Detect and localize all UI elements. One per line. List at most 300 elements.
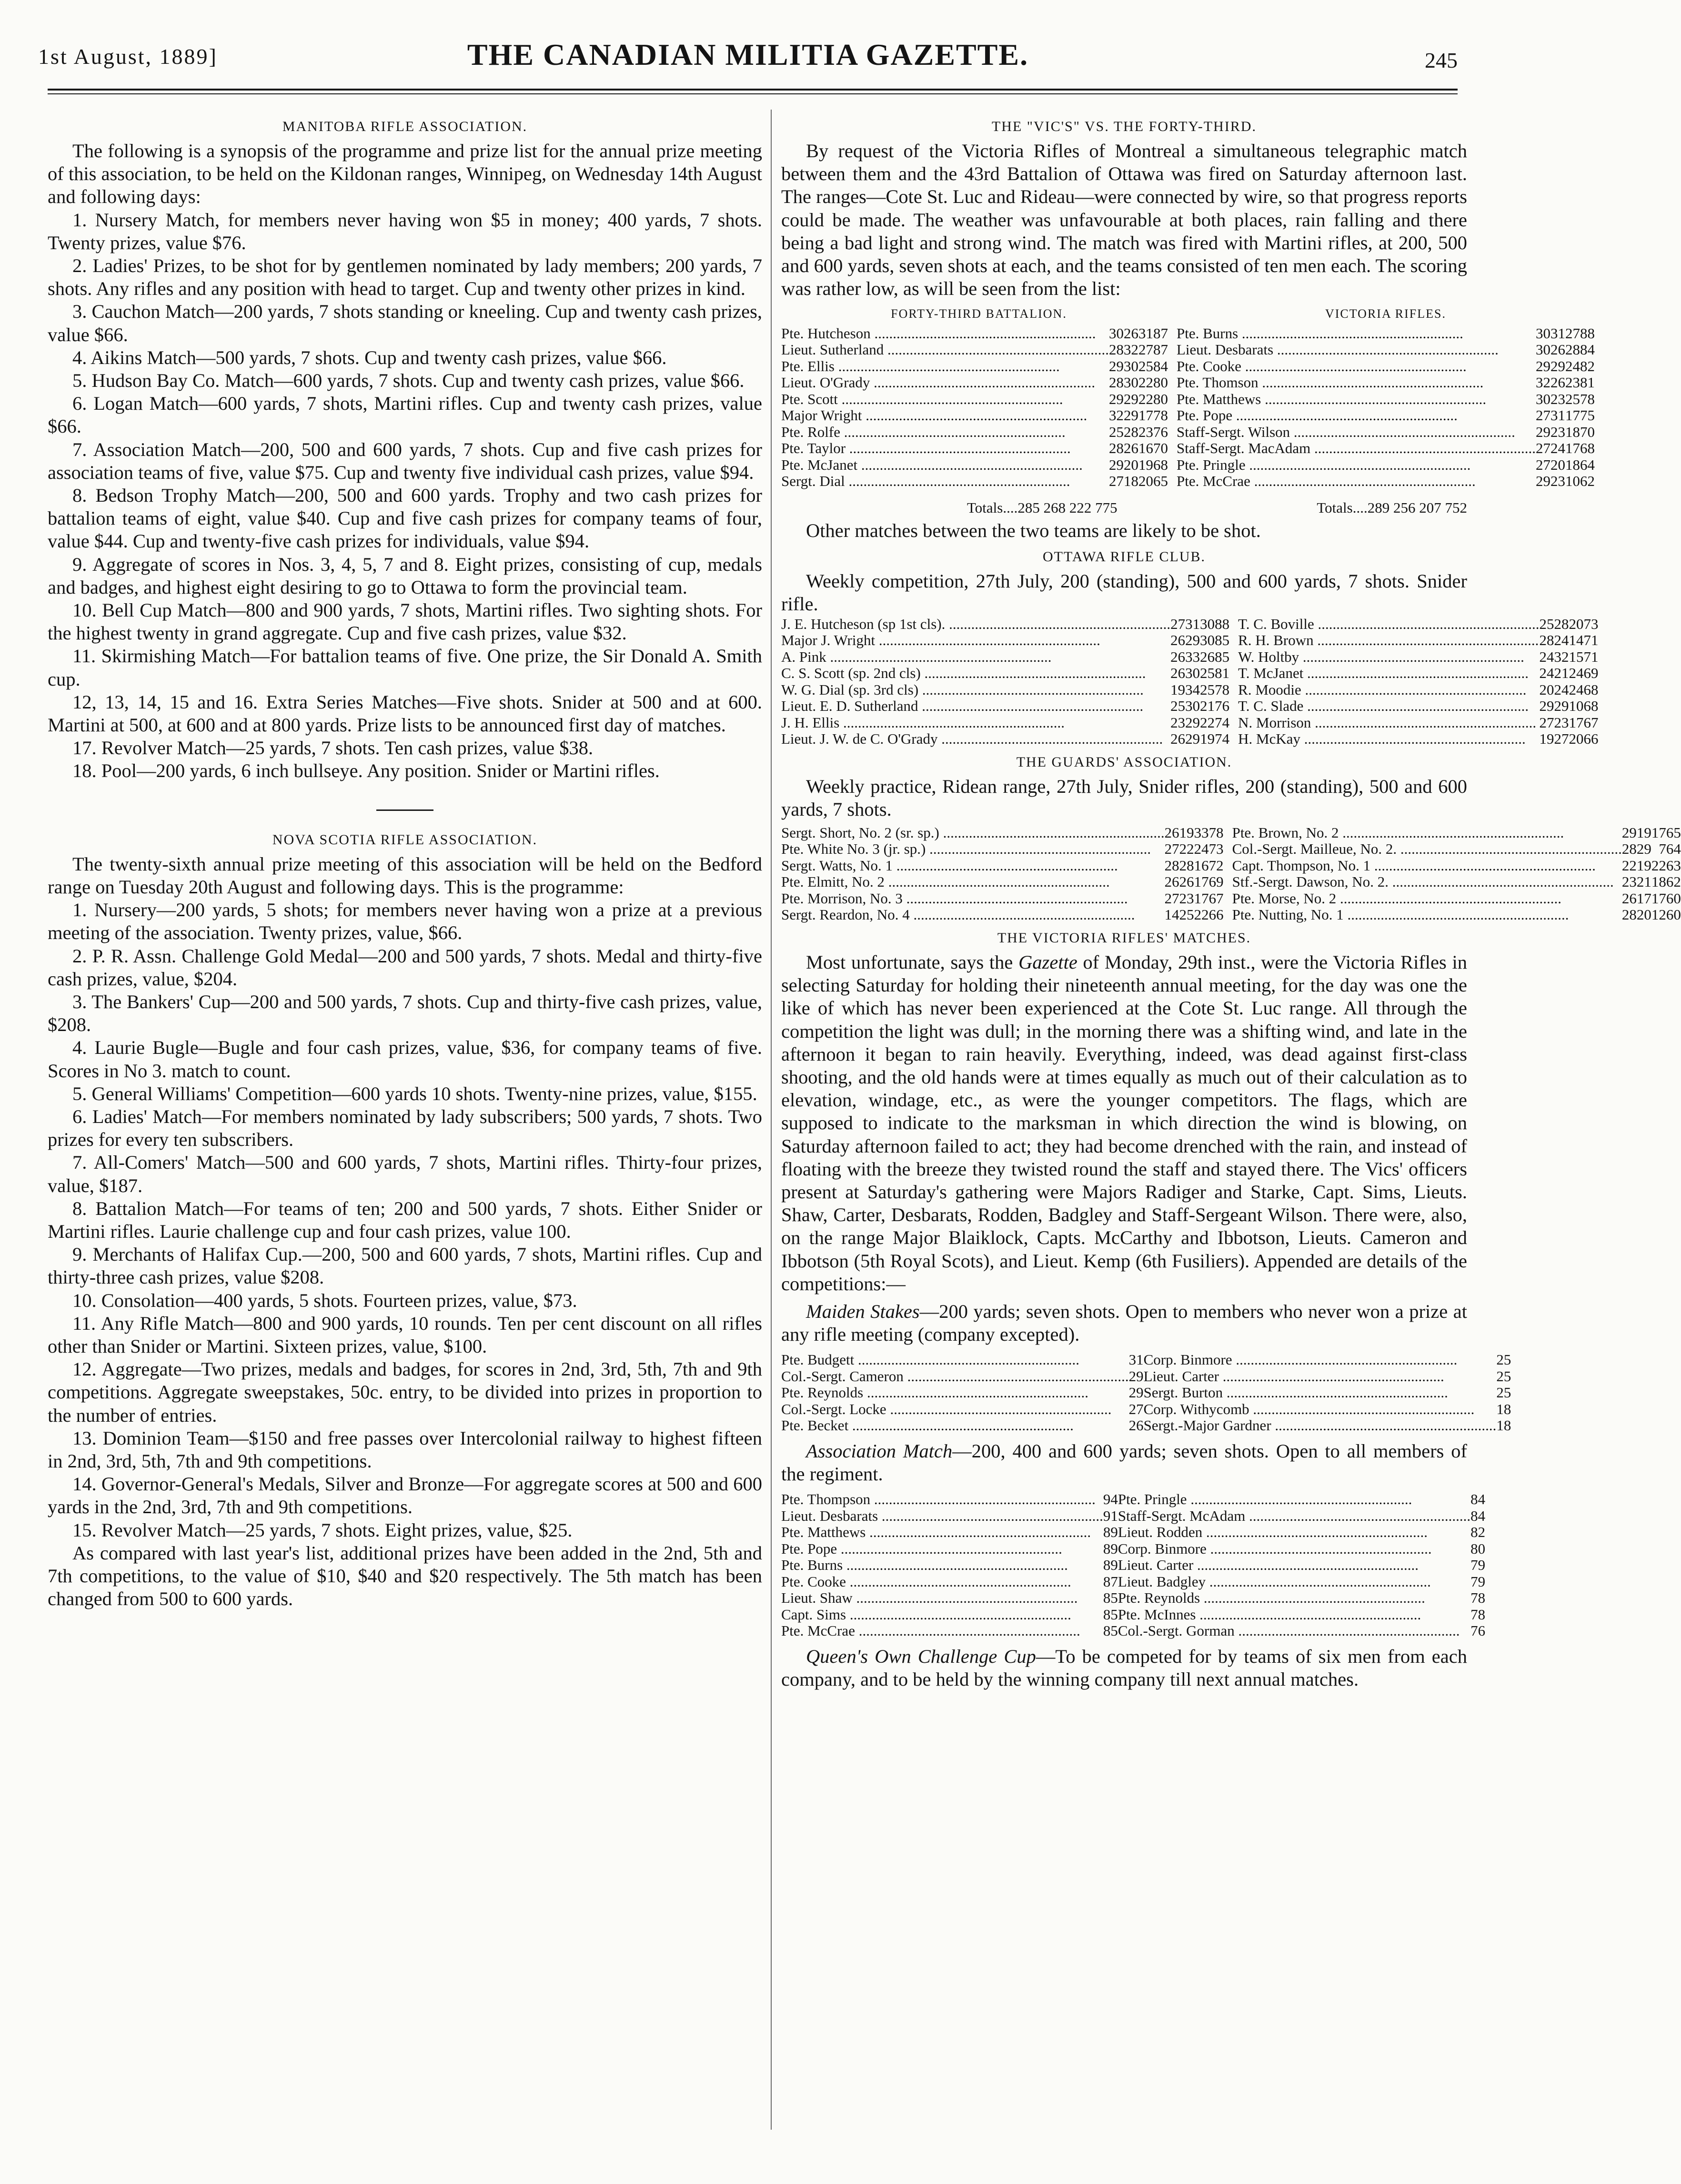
- score-cell: 73: [1583, 615, 1599, 632]
- score-cell: 30: [1535, 341, 1550, 358]
- score-cell: 23: [1179, 890, 1194, 907]
- score-cell: 26: [1200, 648, 1215, 665]
- score-cell: 74: [1215, 730, 1230, 748]
- table-row: [781, 391, 1595, 408]
- score-cell: 29: [1535, 423, 1550, 440]
- score-cell: 80: [1470, 1540, 1486, 1557]
- score-cell: 87: [1103, 1573, 1118, 1590]
- score-cell: 29: [1185, 730, 1200, 748]
- maiden-stakes-intro: [781, 1300, 1467, 1346]
- body-text: Most unfortunate, says the: [806, 951, 1019, 973]
- score-cell: 85: [1103, 1606, 1118, 1623]
- competitor-name: Sergt. Dial ............................................................: [781, 473, 1070, 490]
- competitor-name: Lieut. Desbarats ............................................................: [781, 1507, 1103, 1524]
- score-cell: 31: [1185, 615, 1200, 632]
- score-cell: 29: [1123, 390, 1138, 407]
- masthead: [38, 33, 1458, 86]
- guards-heading: THE GUARDS' ASSOCIATION.: [1016, 754, 1232, 770]
- ottawa-intro: Weekly competition, 27th July, 200 (standing), 500 and 600 yards, 7 shots. Snider rifle.: [781, 570, 1467, 615]
- score-cell: 28: [1539, 632, 1554, 649]
- nova-scotia-heading: NOVA SCOTIA RIFLE ASSOCIATION.: [272, 831, 538, 848]
- table-row: [781, 665, 1599, 682]
- score-cell: 31: [1138, 324, 1153, 342]
- table-row: [781, 424, 1595, 441]
- score-cell: 27: [1539, 714, 1554, 731]
- ottawa-heading: OTTAWA RIFLE CLUB.: [1042, 549, 1206, 565]
- score-cell: 28: [1565, 341, 1580, 358]
- paragraph: 2. Ladies' Prizes, to be shot for by gentlemen nominated by lady members; 200 yards, 7 shots. Any rifles and any position with head to target. Cup and twenty other prizes in kind.: [48, 255, 762, 300]
- paragraph: 18. Pool—200 yards, 6 inch bullseye. Any position. Snider or Martini rifles.: [72, 760, 660, 782]
- score-cell: 21: [1200, 698, 1215, 715]
- score-cell: 29: [1123, 407, 1138, 424]
- score-cell: 31: [1550, 324, 1565, 342]
- score-cell: 23: [1550, 423, 1565, 440]
- score-cell: 30: [1200, 615, 1215, 632]
- score-cell: 28: [1108, 341, 1124, 358]
- score-cell: 26: [1170, 730, 1186, 748]
- table-row: [781, 874, 1681, 890]
- score-cell: 26: [1128, 1417, 1144, 1434]
- competitor-name: Pte. Taylor ............................................................: [781, 440, 1071, 457]
- competitor-name: Sergt. Reardon, No. 4 ............................................................: [781, 906, 1135, 923]
- score-cell: 32: [1535, 374, 1550, 391]
- paragraph: 5. Hudson Bay Co. Match—600 yards, 7 shots. Cup and twenty cash prizes, value $66.: [72, 370, 745, 392]
- score-cell: 30: [1123, 374, 1138, 391]
- score-cell: 23: [1565, 374, 1580, 391]
- paragraph: 3. Cauchon Match—200 yards, 7 shots standing or kneeling. Cup and twenty cash prizes, value $66.: [48, 301, 762, 345]
- score-cell: 22: [1651, 857, 1666, 874]
- competitor-name: Pte. Reynolds ............................................................: [781, 1384, 1088, 1401]
- paragraph: 14. Governor-General's Medals, Silver and Bronze—For aggregate scores at 500 and 600 yards in the 2nd, 3rd, 7th and 9th competitions.: [48, 1473, 762, 1518]
- table-row: [781, 1417, 1511, 1434]
- competitor-name: Pte. Ellis ............................................................: [781, 357, 1060, 374]
- competitor-name: Staff-Sergt. MacAdam ............................................................: [1176, 440, 1536, 457]
- score-cell: 71: [1583, 648, 1599, 665]
- competitor-name: Lieut. Desbarats ............................................................: [1176, 341, 1499, 358]
- score-cell: 29: [1108, 456, 1124, 473]
- paragraph: 3. The Bankers' Cup—200 and 500 yards, 7 shots. Cup and thirty-five cash prizes, value, $208.: [48, 991, 762, 1036]
- competitor-name: Lieut. O'Grady ............................................................: [781, 374, 1096, 391]
- score-cell: 68: [1583, 681, 1599, 698]
- score-cell: 26: [1164, 824, 1179, 841]
- competitor-name: Corp. Withycomb ............................................................: [1143, 1400, 1475, 1417]
- score-cell: 22: [1138, 390, 1153, 407]
- score-cell: 31: [1128, 1351, 1144, 1368]
- score-cell: 67: [1208, 890, 1224, 907]
- score-cell: 17: [1565, 407, 1580, 424]
- score-cell: 30: [1108, 324, 1124, 342]
- table-row: [781, 1557, 1485, 1574]
- queens-cup-paragraph: [781, 1645, 1467, 1691]
- association-match-title: Association Match: [806, 1440, 953, 1462]
- score-cell: 63: [1666, 857, 1681, 874]
- score-cell: 25: [1170, 698, 1186, 715]
- score-cell: 25: [1565, 390, 1580, 407]
- score-cell: 19: [1179, 824, 1194, 841]
- association-match-table: [781, 1491, 1485, 1639]
- score-cell: 10: [1565, 473, 1580, 490]
- competitor-name: Col.-Sergt. Gorman ............................................................: [1117, 1622, 1460, 1639]
- competitor-name: Pte. Thomson ............................................................: [1176, 374, 1484, 391]
- score-cell: 16: [1138, 440, 1153, 457]
- table-row: [781, 1508, 1485, 1525]
- guards-score-table: [781, 825, 1681, 923]
- vics-totals: [781, 499, 1467, 516]
- table-row: [781, 1607, 1485, 1623]
- score-cell: 24: [1539, 665, 1554, 682]
- score-cell: 64: [1580, 456, 1595, 473]
- competitor-name: T. McJanet ............................................................: [1238, 665, 1529, 682]
- competitor-name: Pte. Scott ............................................................: [781, 390, 1063, 407]
- competitor-name: Staff-Sergt. McAdam ............................................................: [1117, 1507, 1471, 1524]
- paragraph: 1. Nursery—200 yards, 5 shots; for members never having won a prize at a previous meeting of the association. Twenty prizes, value, $66.: [48, 899, 762, 944]
- score-cell: 80: [1153, 390, 1168, 407]
- score-cell: 19: [1200, 730, 1215, 748]
- score-cell: 26: [1621, 890, 1637, 907]
- paragraph: 10. Bell Cup Match—800 and 900 yards, 7 shots, Martini rifles. Two sighting shots. For the highest twenty in grand aggregate. Cup and five cash prizes, value $32.: [48, 599, 762, 644]
- score-cell: 78: [1215, 681, 1230, 698]
- score-cell: 27: [1138, 341, 1153, 358]
- score-cell: 28: [1621, 840, 1637, 858]
- masthead-rule-thin: [48, 93, 1458, 94]
- competitor-name: Pte. Morse, No. 2 ............................................................: [1232, 890, 1562, 907]
- score-cell: 24: [1194, 840, 1209, 858]
- score-cell: 28: [1554, 615, 1569, 632]
- paragraph: 9. Merchants of Halifax Cup.—200, 500 and 600 yards, 7 shots, Martini rifles. Cup and thirty-three cash prizes, value $208.: [48, 1244, 762, 1288]
- score-cell: 60: [1666, 906, 1681, 923]
- score-cell: 87: [1153, 341, 1168, 358]
- competitor-name: Pte. Nutting, No. 1 ............................................................: [1232, 906, 1569, 923]
- competitor-name: Pte. Brown, No. 2 ............................................................: [1232, 824, 1564, 841]
- score-cell: 20: [1123, 456, 1138, 473]
- score-cell: 30: [1185, 698, 1200, 715]
- competitor-name: C. S. Scott (sp. 2nd cls) ............................................................: [781, 665, 1146, 682]
- paragraph: 4. Aikins Match—500 yards, 7 shots. Cup and twenty cash prizes, value $66.: [72, 346, 667, 368]
- table-row: [781, 440, 1595, 457]
- score-cell: 26: [1179, 873, 1194, 890]
- victoria-matches-body: [781, 951, 1467, 1295]
- score-cell: 24: [1569, 681, 1584, 698]
- competitor-name: Pte. McInnes ............................................................: [1117, 1606, 1421, 1623]
- competitor-name: Lieut. Sutherland ............................................................: [781, 341, 1109, 358]
- score-cell: 17: [1565, 440, 1580, 457]
- score-cell: 25: [1496, 1351, 1511, 1368]
- score-cell: 30: [1535, 390, 1550, 407]
- score-cell: 68: [1153, 456, 1168, 473]
- queens-cup-title: Queen's Own Challenge Cup: [806, 1645, 1036, 1667]
- score-cell: 18: [1651, 873, 1666, 890]
- score-cell: 22: [1194, 906, 1209, 923]
- score-cell: 30: [1123, 357, 1138, 374]
- score-cell: 21: [1636, 873, 1651, 890]
- paragraph: 6. Logan Match—600 yards, 7 shots, Martini rifles. Cup and twenty cash prizes, value $66.: [48, 393, 762, 437]
- issue-date: 1st August, 1889]: [38, 44, 218, 69]
- score-cell: 26: [1170, 632, 1186, 649]
- competitor-name: R. Moodie ............................................................: [1238, 681, 1527, 698]
- competitor-name: Stf.-Sergt. Dawson, No. 2. ............................................................: [1232, 873, 1614, 890]
- score-cell: 20: [1550, 456, 1565, 473]
- score-cell: 30: [1535, 324, 1550, 342]
- score-cell: 81: [1580, 374, 1595, 391]
- ottawa-score-table: [781, 616, 1599, 748]
- score-cell: 21: [1554, 665, 1569, 682]
- score-cell: 27: [1108, 473, 1124, 490]
- score-cell: 32: [1123, 341, 1138, 358]
- competitor-name: Capt. Sims ............................................................: [781, 1606, 1071, 1623]
- competitor-name: Col.-Sergt. Cameron ............................................................: [781, 1367, 1129, 1385]
- score-cell: 18: [1565, 423, 1580, 440]
- score-cell: 65: [1666, 824, 1681, 841]
- competitor-name: Pte. Cooke ............................................................: [781, 1573, 1071, 1590]
- table-row: [781, 325, 1595, 342]
- score-cell: 18: [1565, 456, 1580, 473]
- score-cell: 24: [1554, 632, 1569, 649]
- score-cell: 19: [1170, 681, 1186, 698]
- score-cell: 27: [1128, 1400, 1144, 1417]
- score-cell: 24: [1554, 681, 1569, 698]
- table-row: [781, 1623, 1485, 1639]
- table-row: [781, 858, 1681, 874]
- body-text: of Monday, 29th inst., were the Victoria Rifles in selecting Saturday for holding their nineteenth annual meeting, for the day was one the like of which has never been experienced at the Cote St. Luc range. All through the competition the light was dull; in the morning there was a shifting wind, and late in the afternoon it began to rain heavily. Everything, indeed, was dead against first-class shooting, and the old hands were at times equally as much out of their calculation as to elevation, windage, etc., as were the younger competitors. The flags, which are supposed to indicate to the marksman in which direction the wind is blowing, on Saturday afternoon failed to act; they had become drenched with the rain, and instead of floating with the breeze they twisted round the staff and stayed there. The Vics' officers present at Saturday's gathering were Majors Radiger and Starke, Capt. Sims, Lieuts. Shaw, Carter, Desbarats, Rodden, Badgley and Staff-Sergeant Wilson. There were, also, on the range Major Blaiklock, Capts. McCarthy and Ibbotson, Lieuts. Cameron and Ibbotson (5th Royal Scots), and Lieut. Kemp (6th Fusiliers). Appended are details of the competitions:—: [781, 951, 1467, 1294]
- score-cell: 25: [1200, 681, 1215, 698]
- score-cell: 29: [1108, 390, 1124, 407]
- paragraph: 13. Dominion Team—$150 and free passes over Intercolonial railway to highest fifteen in 2nd, 3rd, 5th, 7th and 9th competitions.: [48, 1427, 762, 1472]
- score-cell: 85: [1103, 1622, 1118, 1639]
- score-cell: 23: [1138, 423, 1153, 440]
- score-cell: 14: [1569, 632, 1584, 649]
- competitor-name: Sergt.-Major Gardner ............................................................: [1143, 1417, 1497, 1434]
- competitor-name: T. C. Boville ............................................................: [1238, 615, 1540, 632]
- score-cell: 64: [1666, 840, 1681, 858]
- manitoba-article: [48, 140, 762, 783]
- score-cell: 17: [1194, 873, 1209, 890]
- score-cell: 78: [1580, 390, 1595, 407]
- paragraph: The following is a synopsis of the programme and prize list for the annual prize meeting of this association, to be held on the Kildonan ranges, Winnipeg, on Wednesday 14th August and following days:: [48, 140, 762, 208]
- table-row: [781, 1491, 1485, 1508]
- score-cell: 71: [1583, 632, 1599, 649]
- score-cell: 17: [1636, 890, 1651, 907]
- score-cell: 23: [1554, 714, 1569, 731]
- paragraph: 17. Revolver Match—25 yards, 7 shots. Ten cash prizes, value $38.: [72, 737, 594, 759]
- score-cell: 26: [1164, 873, 1179, 890]
- score-cell: 68: [1583, 698, 1599, 715]
- score-cell: 31: [1550, 407, 1565, 424]
- maiden-stakes-text: —200 yards; seven shots. Open to members who never won a prize at any rifle meeting (company excepted).: [781, 1300, 1467, 1345]
- score-cell: 28: [1108, 374, 1124, 391]
- score-cell: 76: [1215, 698, 1230, 715]
- score-cell: 22: [1621, 857, 1637, 874]
- competitor-name: Lieut. J. W. de C. O'Grady ............................................................: [781, 730, 1163, 748]
- score-cell: 18: [1496, 1417, 1511, 1434]
- paragraph: 1. Nursery Match, for members never having won $5 in money; 400 yards, 7 shots. Twenty prizes, value $76.: [48, 209, 762, 253]
- score-cell: 60: [1666, 890, 1681, 907]
- table-row: [781, 649, 1599, 666]
- score-cell: 24: [1539, 648, 1554, 665]
- score-cell: 73: [1208, 840, 1224, 858]
- association-match-text: —200, 400 and 600 yards; seven shots. Open to all members of the regiment.: [781, 1440, 1467, 1485]
- score-cell: 69: [1208, 873, 1224, 890]
- score-cell: 75: [1580, 407, 1595, 424]
- score-cell: 81: [1215, 665, 1230, 682]
- table-row: [781, 890, 1681, 907]
- score-cell: 84: [1470, 1507, 1486, 1524]
- score-cell: 70: [1153, 440, 1168, 457]
- score-cell: 78: [1470, 1606, 1486, 1623]
- competitor-name: Sergt. Burton ............................................................: [1143, 1384, 1448, 1401]
- vics-score-table: [781, 303, 1595, 490]
- competitor-name: Pte. Thompson ............................................................: [781, 1491, 1096, 1508]
- competitor-name: Corp. Binmore ............................................................: [1143, 1351, 1458, 1368]
- score-cell: 28: [1123, 423, 1138, 440]
- vics-heading: THE "VIC'S" VS. THE FORTY-THIRD.: [991, 119, 1257, 134]
- score-cell: 29: [1185, 714, 1200, 731]
- score-cell: 29: [1554, 698, 1569, 715]
- score-cell: 28: [1179, 857, 1194, 874]
- score-cell: 22: [1200, 714, 1215, 731]
- score-cell: 17: [1569, 714, 1584, 731]
- table-row: [781, 473, 1595, 490]
- table-row: [781, 342, 1595, 358]
- score-cell: 16: [1194, 857, 1209, 874]
- score-cell: 25: [1539, 615, 1554, 632]
- score-cell: 29: [1185, 632, 1200, 649]
- competitor-name: Major J. Wright ............................................................: [781, 632, 1100, 649]
- vics-intro: By request of the Victoria Rifles of Montreal a simultaneous telegraphic match between them and the 43rd Battalion of Ottawa was fired on Saturday afternoon last. The ranges—Cote St. Luc and Rideau—were connected by wire, so that progress reports could be made. The weather was unfavourable at both places, rain falling and there being a bad light and strong wind. The match was fired with Martini rifles, at 200, 500 and 600 yards, seven shots at each, and the teams consisted of ten men each. The scoring was rather low, as will be seen from the list:: [781, 140, 1467, 300]
- score-cell: 29: [1621, 824, 1637, 841]
- table-row: [781, 1590, 1485, 1607]
- competitor-name: Lieut. Carter ............................................................: [1143, 1367, 1444, 1385]
- score-cell: 22: [1179, 840, 1194, 858]
- competitor-name: Pte. Reynolds ............................................................: [1117, 1589, 1425, 1607]
- score-cell: 26: [1123, 324, 1138, 342]
- score-cell: 69: [1583, 665, 1599, 682]
- paragraph: 12, 13, 14, 15 and 16. Extra Series Matches—Five shots. Snider at 500 and at 600. Martini at 500, at 600 and at 800 yards. Prize lists to be announced first day of matches.: [48, 691, 762, 736]
- competitor-name: Lieut. Rodden ............................................................: [1117, 1524, 1428, 1541]
- score-cell: 89: [1103, 1524, 1118, 1541]
- table-row: [781, 632, 1599, 649]
- score-cell: 87: [1153, 324, 1168, 342]
- left-team-totals: Totals....285 268 222 775: [967, 499, 1117, 516]
- score-cell: 27: [1164, 840, 1179, 858]
- competitor-name: Pte. Burns ............................................................: [781, 1557, 1068, 1574]
- score-cell: 29: [1539, 698, 1554, 715]
- paragraph: 8. Bedson Trophy Match—200, 500 and 600 yards. Trophy and two cash prizes for battalion teams of eight, value $40. Cup and five cash prizes for company teams of four, value $44. Cup and twenty-five cash prizes for individuals, value $94.: [48, 485, 762, 552]
- score-cell: 80: [1153, 374, 1168, 391]
- vics-outro: Other matches between the two teams are likely to be shot.: [806, 519, 1261, 541]
- paragraph: 12. Aggregate—Two prizes, medals and badges, for scores in 2nd, 3rd, 5th, 7th and 9th competitions. Aggregate sweepstakes, 50c. entry, to be divided into prizes in proportion to the number of entries.: [48, 1358, 762, 1426]
- score-cell: 20: [1636, 906, 1651, 923]
- table-row: [781, 698, 1599, 715]
- score-cell: 27: [1170, 615, 1186, 632]
- competitor-name: Pte. Cooke ............................................................: [1176, 357, 1467, 374]
- left-column: [48, 112, 762, 2142]
- score-cell: 23: [1621, 873, 1637, 890]
- table-row: [781, 616, 1599, 633]
- score-cell: 70: [1580, 423, 1595, 440]
- section-separator: [376, 809, 433, 811]
- score-cell: 84: [1153, 357, 1168, 374]
- competitor-name: Pte. White No. 3 (jr. sp.) ............................................................: [781, 840, 1151, 858]
- competitor-name: Pte. Morrison, No. 3 ............................................................: [781, 890, 1128, 907]
- score-cell: 89: [1103, 1540, 1118, 1557]
- score-cell: 84: [1580, 341, 1595, 358]
- competitor-name: Pte. Burns ............................................................: [1176, 324, 1463, 342]
- competitor-name: Pte. McCrae ............................................................: [1176, 473, 1476, 490]
- competitor-name: J. E. Hutcheson (sp 1st cls). ............................................................: [781, 615, 1171, 632]
- score-cell: 88: [1215, 615, 1230, 632]
- score-cell: 15: [1569, 648, 1584, 665]
- score-cell: 89: [1103, 1557, 1118, 1574]
- score-cell: 82: [1580, 357, 1595, 374]
- score-cell: 27: [1535, 407, 1550, 424]
- competitor-name: Pte. Pringle ............................................................: [1176, 456, 1471, 473]
- competitor-name: Pte. Becket ............................................................: [781, 1417, 1074, 1434]
- victoria-matches-heading: THE VICTORIA RIFLES' MATCHES.: [997, 930, 1251, 946]
- score-cell: 17: [1138, 407, 1153, 424]
- score-cell: 78: [1208, 824, 1224, 841]
- score-cell: 68: [1580, 440, 1595, 457]
- score-cell: 33: [1185, 648, 1200, 665]
- paragraph: 2. P. R. Assn. Challenge Gold Medal—200 and 500 yards, 7 shots. Medal and thirty-five cash prizes, value, $204.: [48, 945, 762, 990]
- table-row: [781, 1574, 1485, 1590]
- competitor-name: Pte. Matthews ............................................................: [1176, 390, 1487, 407]
- score-cell: 74: [1215, 714, 1230, 731]
- score-cell: 23: [1550, 390, 1565, 407]
- score-cell: 66: [1208, 906, 1224, 923]
- score-cell: 7: [1659, 840, 1666, 858]
- right-column: [781, 112, 1681, 2142]
- competitor-name: Sergt. Watts, No. 1 ............................................................: [781, 857, 1118, 874]
- table-row: [781, 1352, 1511, 1368]
- score-cell: 34: [1185, 681, 1200, 698]
- score-cell: 27: [1164, 890, 1179, 907]
- score-cell: 19: [1539, 730, 1554, 748]
- table-row: [781, 731, 1599, 748]
- score-cell: 78: [1153, 407, 1168, 424]
- gazette-title: Gazette: [1018, 951, 1077, 973]
- left-team-name: FORTY-THIRD BATTALION.: [891, 307, 1067, 321]
- score-cell: 26: [1550, 341, 1565, 358]
- score-cell: 85: [1103, 1589, 1118, 1607]
- competitor-name: A. Pink ............................................................: [781, 648, 1052, 665]
- competitor-name: Corp. Binmore ............................................................: [1117, 1540, 1432, 1557]
- page-number: 245: [1425, 48, 1458, 72]
- paragraph: 5. General Williams' Competition—600 yards 10 shots. Twenty-nine prizes, value, $155.: [72, 1082, 757, 1104]
- score-cell: 19: [1636, 857, 1651, 874]
- paragraph: 7. Association Match—200, 500 and 600 yards, 7 shots. Cup and five cash prizes for association teams of five, value $75. Cup and twenty five individual cash prizes, value $94.: [48, 438, 762, 483]
- table-row: [781, 1541, 1485, 1557]
- score-cell: 17: [1194, 890, 1209, 907]
- score-cell: 88: [1580, 324, 1595, 342]
- score-cell: 28: [1621, 906, 1637, 923]
- score-cell: 25: [1496, 1367, 1511, 1385]
- competitor-name: Sergt. Short, No. 2 (sr. sp.) ............................................................: [781, 824, 1165, 841]
- score-cell: 25: [1138, 357, 1153, 374]
- table-row: [781, 907, 1681, 923]
- nova-scotia-article: [48, 853, 762, 1611]
- column-divider: [771, 110, 772, 2130]
- score-cell: 78: [1470, 1589, 1486, 1607]
- competitor-name: W. G. Dial (sp. 3rd cls) ............................................................: [781, 681, 1144, 698]
- score-cell: 79: [1470, 1573, 1486, 1590]
- competitor-name: Lieut. Shaw ............................................................: [781, 1589, 1078, 1607]
- score-cell: 32: [1554, 648, 1569, 665]
- competitor-name: Pte. McJanet ............................................................: [781, 456, 1083, 473]
- score-cell: 91: [1103, 1507, 1118, 1524]
- score-cell: 23: [1170, 714, 1186, 731]
- score-cell: 29: [1535, 473, 1550, 490]
- paragraph: The twenty-sixth annual prize meeting of this association will be held on the Bedford range on Tuesday 20th August and following days. This is the programme:: [48, 853, 762, 898]
